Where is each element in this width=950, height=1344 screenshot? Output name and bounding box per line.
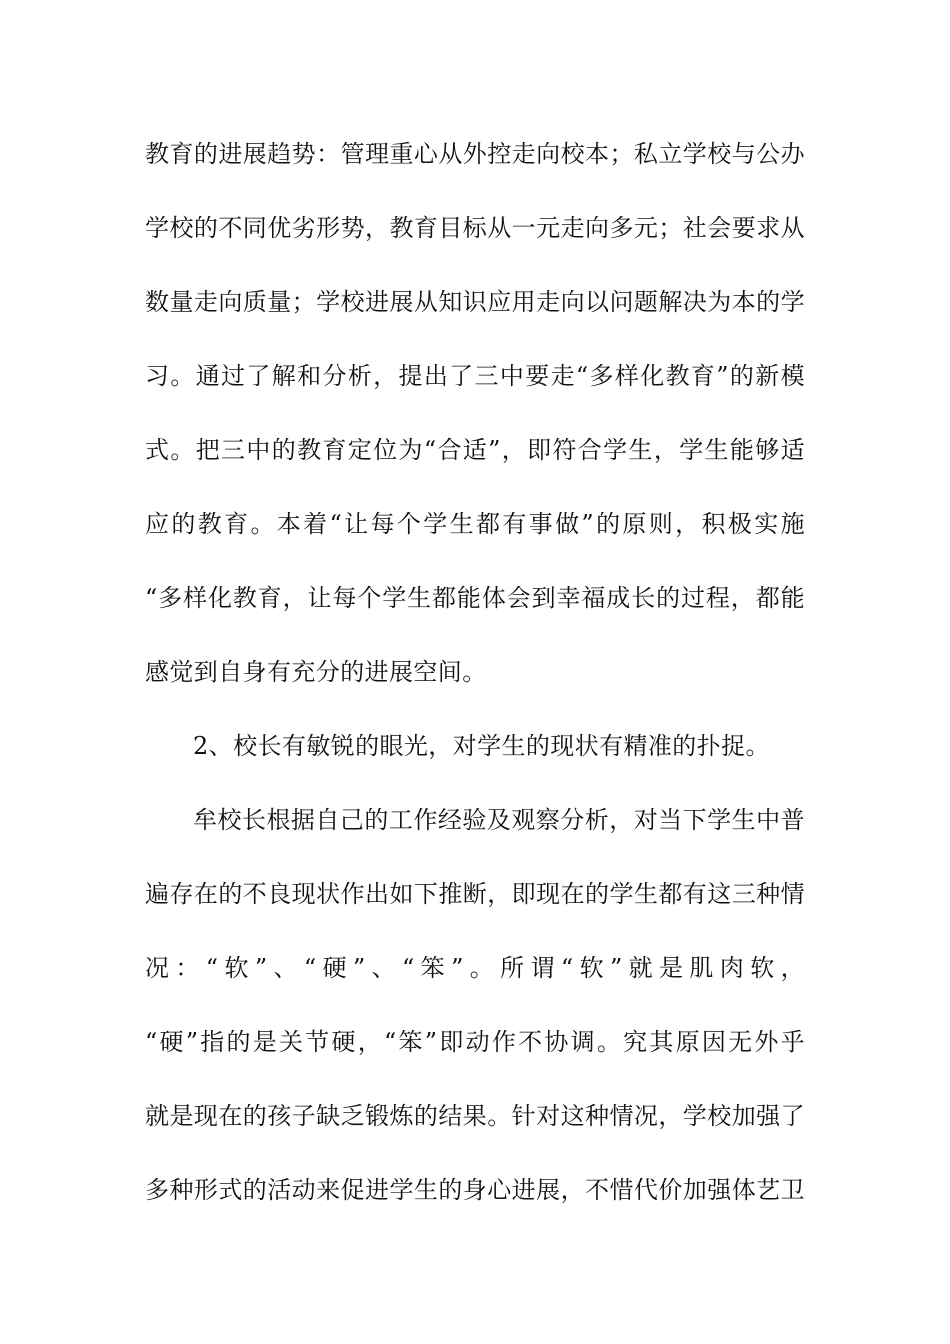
- text-line: 感觉到自身有充分的进展空间。: [145, 658, 487, 686]
- section-heading: 2、校长有敏锐的眼光，对学生的现状有精准的扑捉。: [193, 732, 770, 760]
- text-line: 数量走向质量；学校进展从知识应用走向以问题解决为本的学: [145, 288, 805, 316]
- text-line: 牟校长根据自己的工作经验及观察分析，对当下学生中普: [193, 806, 805, 834]
- text-line: 遍存在的不良现状作出如下推断，即现在的学生都有这三种情: [145, 880, 805, 908]
- text-line: “硬”指的是关节硬，“笨”即动作不协调。究其原因无外乎: [145, 1028, 805, 1056]
- text-line: “多样化教育，让每个学生都能体会到幸福成长的过程，都能: [145, 584, 805, 612]
- text-line: 习。通过了解和分析，提出了三中要走“多样化教育”的新模: [145, 362, 805, 390]
- text-line: 多种形式的活动来促进学生的身心进展，不惜代价加强体艺卫: [145, 1176, 805, 1204]
- text-line: 教育的进展趋势：管理重心从外控走向校本；私立学校与公办: [145, 140, 805, 168]
- text-line: 学校的不同优劣形势，教育目标从一元走向多元；社会要求从: [145, 214, 805, 242]
- text-line: 况：“软”、“硬”、“笨”。所谓“软”就是肌肉软，: [145, 954, 805, 982]
- text-line: 就是现在的孩子缺乏锻炼的结果。针对这种情况，学校加强了: [145, 1102, 805, 1130]
- body-text: [145, 130, 805, 1240]
- text-line: 式。把三中的教育定位为“合适”，即符合学生，学生能够适: [145, 436, 805, 464]
- text-line: 应的教育。本着“让每个学生都有事做”的原则，积极实施: [145, 510, 805, 538]
